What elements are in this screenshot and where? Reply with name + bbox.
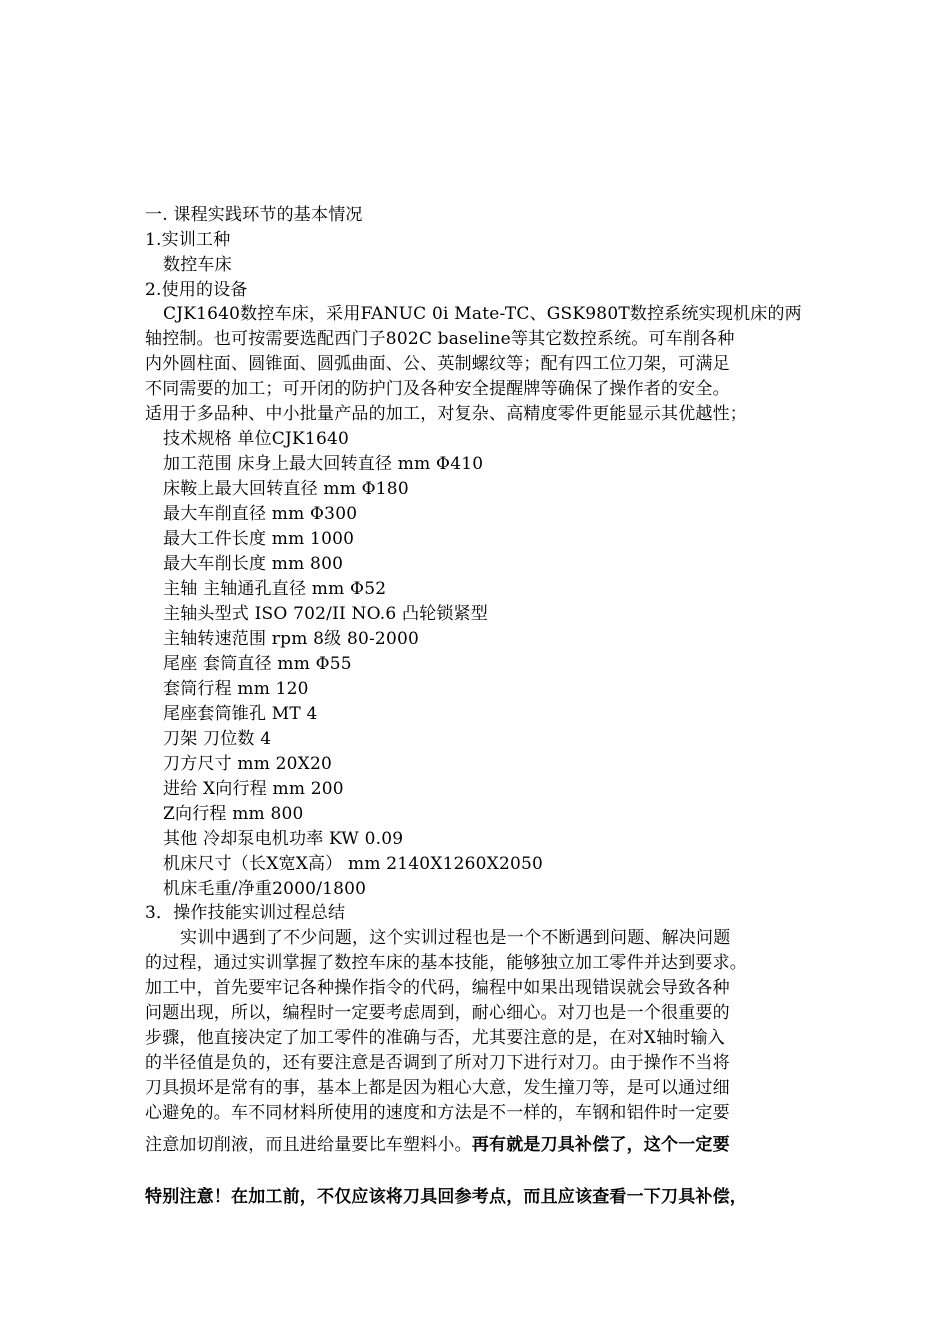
spec-line: 最大车削长度 mm 800: [163, 554, 344, 574]
item3-para-line: 步骤，他直接决定了加工零件的准确与否，尤其要注意的是，在对X轴时输入: [145, 1028, 725, 1048]
item3-para-line: 实训中遇到了不少问题，这个实训过程也是一个不断遇到问题、解决问题: [180, 928, 731, 948]
item2-para-line: 适用于多品种、中小批量产品的加工，对复杂、高精度零件更能显示其优越性；: [145, 404, 747, 424]
spec-line: 技术规格 单位CJK1640: [163, 429, 349, 449]
tail-line-1-normal: 注意加切削液，而且进给量要比车塑料小。: [145, 1135, 472, 1155]
item3-para-line: 刀具损坏是常有的事，基本上都是因为粗心大意，发生撞刀等，是可以通过细: [145, 1078, 730, 1098]
item3-para-line: 的半径值是负的，还有要注意是否调到了所对刀下进行对刀。由于操作不当将: [145, 1053, 730, 1073]
spec-line: 主轴转速范围 rpm 8级 80-2000: [163, 629, 419, 649]
spec-line: 机床尺寸（长X宽X高） mm 2140X1260X2050: [163, 854, 544, 874]
item2-para-line: CJK1640数控车床，采用FANUC 0i Mate-TC、GSK980T数控系统实现机床的两: [163, 304, 802, 324]
section-heading: 一. 课程实践环节的基本情况: [145, 205, 363, 225]
item1-body: 数控车床: [163, 255, 232, 275]
item1-heading: 1.实训工种: [145, 230, 231, 250]
item3-para-line: 加工中，首先要牢记各种操作指令的代码，编程中如果出现错误就会导致各种: [145, 978, 730, 998]
spec-line: 加工范围 床身上最大回转直径 mm Φ410: [163, 454, 484, 474]
spec-line: 主轴 主轴通孔直径 mm Φ52: [163, 579, 387, 599]
spec-line: 尾座 套筒直径 mm Φ55: [163, 654, 352, 674]
spec-line: 刀方尺寸 mm 20X20: [163, 754, 333, 774]
item3-para-line: 的过程，通过实训掌握了数控车床的基本技能，能够独立加工零件并达到要求。: [145, 953, 747, 973]
spec-line: Z向行程 mm 800: [163, 804, 304, 824]
spec-line: 刀架 刀位数 4: [163, 729, 272, 749]
spec-line: 床鞍上最大回转直径 mm Φ180: [163, 479, 409, 499]
spec-line: 机床毛重/净重2000/1800: [163, 879, 367, 899]
item2-heading: 2.使用的设备: [145, 280, 248, 300]
item2-para-line: 内外圆柱面、圆锥面、圆弧曲面、公、英制螺纹等；配有四工位刀架，可满足: [145, 354, 730, 374]
spec-line: 尾座套筒锥孔 MT 4: [163, 704, 318, 724]
item2-para-line: 轴控制。也可按需要选配西门子802C baseline等其它数控系统。可车削各种: [145, 329, 735, 349]
item3-heading: 3．操作技能实训过程总结: [145, 903, 346, 923]
item3-para-line: 问题出现，所以，编程时一定要考虑周到，耐心细心。对刀也是一个很重要的: [145, 1003, 730, 1023]
spec-line: 最大车削直径 mm Φ300: [163, 504, 358, 524]
tail-line-1-bold: 再有就是刀具补偿了，这个一定要: [471, 1135, 730, 1155]
tail-line-2: 特别注意！在加工前，不仅应该将刀具回参考点，而且应该查看一下刀具补偿，: [145, 1187, 747, 1207]
item3-para-line: 心避免的。车不同材料所使用的速度和方法是不一样的，车钢和铝件时一定要: [145, 1103, 730, 1123]
spec-line: 套筒行程 mm 120: [163, 679, 309, 699]
spec-line: 进给 X向行程 mm 200: [163, 779, 344, 799]
item2-para-line: 不同需要的加工；可开闭的防护门及各种安全提醒牌等确保了操作者的安全。: [145, 379, 730, 399]
spec-line: 主轴头型式 ISO 702/II NO.6 凸轮锁紧型: [163, 604, 488, 624]
tail-line-1: [145, 1133, 730, 1158]
spec-line: 其他 冷却泵电机功率 KW 0.09: [163, 829, 404, 849]
spec-line: 最大工件长度 mm 1000: [163, 529, 355, 549]
